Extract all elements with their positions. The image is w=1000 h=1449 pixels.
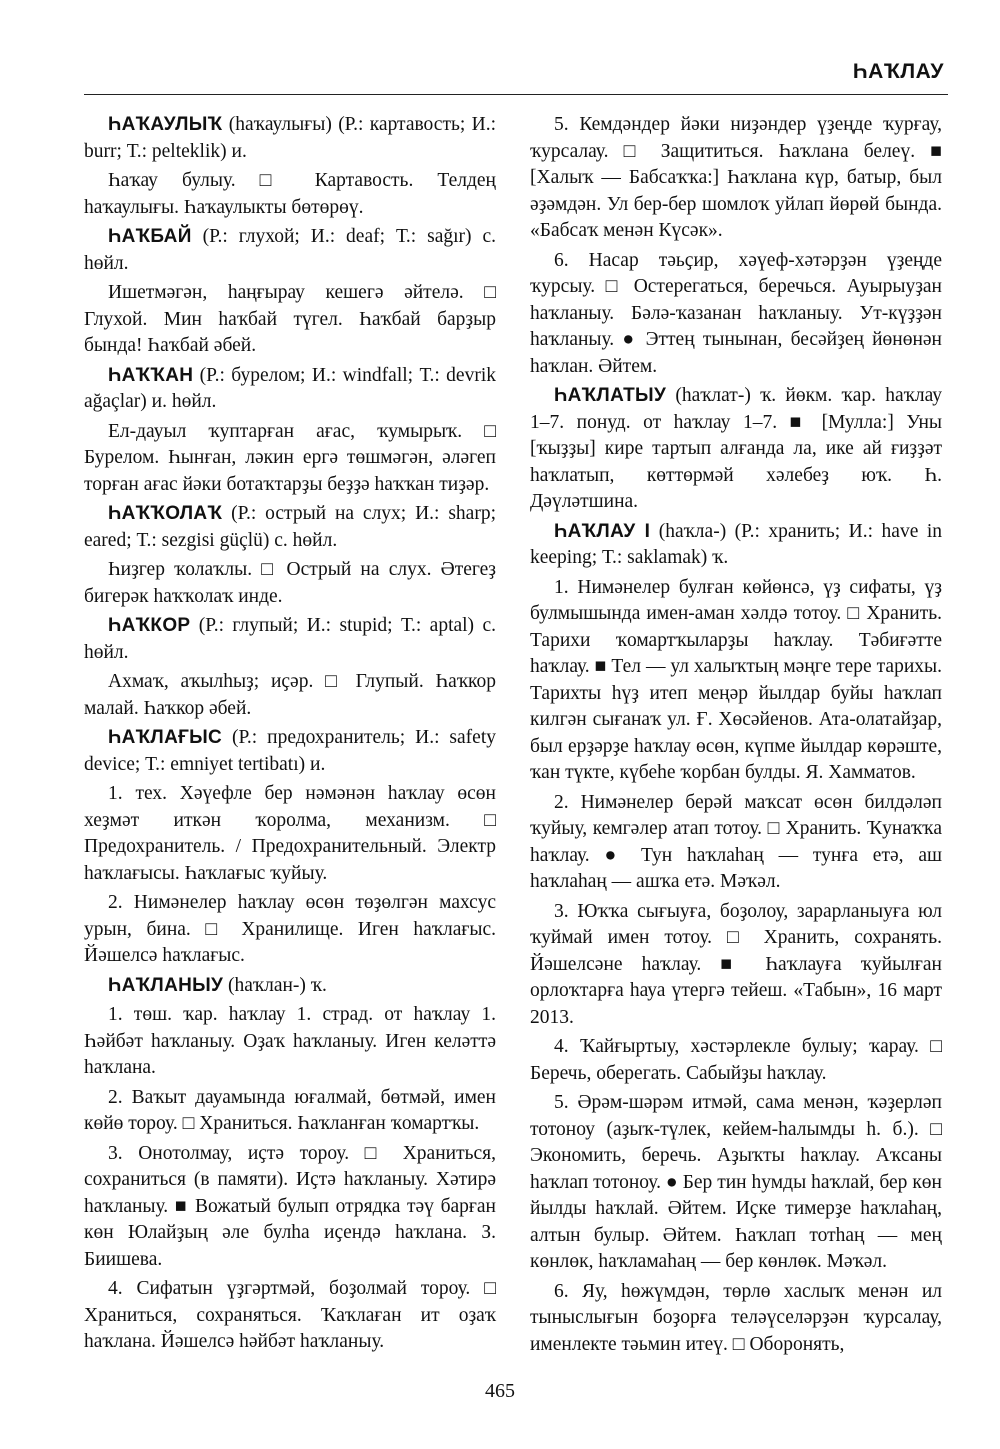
dictionary-entry: [84, 112, 496, 165]
entry-sense: [530, 899, 942, 1032]
entry-text: 4. Ҡайғыртыу, хәстәрлекле булыу; ҡарау. □ Беречь, оберегать. Сабыйҙы һаҡлау.: [530, 1036, 942, 1084]
entry-text: 4. Сифатын үҙгәртмәй, боҙолмай тороу. □ Храниться, сохраняться. Ҡаҡлаған ит оҙаҡ һаҡлана. Йәшелсә һәйбәт һаҡланыу.: [84, 1278, 496, 1352]
entry-sense: [84, 557, 496, 610]
dictionary-entry: [530, 383, 942, 516]
entry-text: (Р.: предохранитель; И.: safety device; Т.: emniyet tertibatı) и.: [84, 727, 496, 775]
entry-text: 6. Насар тәьҫир, хәүеф-хәтәрҙән үҙеңде ҡурсыу. □ Остерегаться, беречься. Ауырыуҙан һаҡланыу. Бәлә-ҡазанан һаҡланыу. Ут-күҙҙән һаҡланыу. ● Эттең тынынан, бесәйҙең йөнөнән һаҡлан. Әйтем.: [530, 249, 942, 377]
entry-sense: [84, 280, 496, 360]
entry-text: 2. Нимәнелер һаҡлау өсөн төҙөлгән махсус урын, бина. □ Хранилище. Иген һаҡлағыс. Йәшелсә һаҡлағыс.: [84, 892, 496, 966]
entry-text: 1. Нимәнелер булған көйөнсә, үҙ сифаты, үҙ булмышында имен-аман хәлдә тотоу. □ Хранить. Тарихи ҡомартҡыларҙы һаҡлау. Тәбиғәтте һаҡлау. ■ Тел — ул халыҡтың мәңге тере тарихы. Тарихты һүҙ итеп меңәр йылдар буйы һаҡлап килгән сығанаҡ ул. Ғ. Хөсәйенов. Ата-олатайҙар, был ерҙәрҙе һаҡлау өсөн, күпме йылдар көрәште, ҡан түкте, күбеһе ҡорбан булды. Я. Хамматов.: [530, 576, 942, 783]
entry-text: 5. Кемдәндер йәки ниҙәндер үҙеңде ҡурғау, ҡурсалау. □ Защититься. Һаҡлана белеү. ■ [Халыҡ — Бабсаҡҡа:] Һаҡлана күр, батыр, был әҙәмдән. Ул бер-бер шомлоҡ уйлап йөрөй бында. «Бабсаҡ менән Күсәк».: [530, 114, 942, 241]
entry-text: 3. Онотолмау, иҫтә тороу. □ Храниться, сохраниться (в памяти). Иҫтә һаҡланыу. Хәтирә һаҡланыу. ■ Вожатый булып отрядка тәү барған көн Юлайҙың әле булһа иҫендә һаҡлана. З. Биишева.: [84, 1142, 496, 1270]
entry-sense: [84, 781, 496, 887]
headword: ҺАҠЛАНЫУ: [108, 974, 224, 996]
entry-sense: [84, 890, 496, 970]
headword: ҺАҠЛАТЫУ: [554, 385, 667, 406]
entry-text: Ишетмәгән, һаңғырау кешегә әйтелә. □ Глухой. Мин һаҡбай түгел. Һаҡбай барҙыр бында! Һаҡбай әбей.: [84, 282, 496, 356]
entry-sense: [84, 669, 496, 722]
entry-sense: [530, 1279, 942, 1359]
dictionary-entry: [84, 973, 496, 1000]
entry-sense: [530, 1034, 942, 1087]
entry-sense: [530, 248, 942, 381]
entry-text: 6. Яу, һөжүмдән, төрлө хаслыҡ менән ил тыныслығын боҙорға теләүселәрҙән ҡурсалау, именлекте тәьмин итеү. □ Оборонять,: [530, 1280, 942, 1355]
entry-text: (Р.: глухой; И.: deaf; Т.: sağır) с. һөйл.: [84, 226, 496, 274]
entry-text: (һаҡлат-) ҡ. йөкм. ҡар. һаҡлау 1–7. понуд. от һаҡлау 1–7. ■ [Мулла:] Уны [ҡыҙҙы] кире тартып алғанда ла, ике ай ғиҙҙәт һаҡлатып, көттөрмәй хәлебеҙ юҡ. Һ. Дәүләтшина.: [530, 385, 942, 512]
right-column: [530, 112, 942, 1361]
entry-sense: [84, 168, 496, 221]
entry-text: (Р.: глупый; И.: stupid; Т.: aptal) с. һөйл.: [84, 615, 496, 663]
entry-text: (һаҡлан-) ҡ.: [223, 974, 327, 996]
entry-sense: [84, 419, 496, 499]
dictionary-entry: [530, 519, 942, 572]
entry-text: Ахмаҡ, аҡылһыҙ; иҫәр. □ Глупый. Һаҡкор малай. Һаҡкор әбей.: [84, 671, 496, 719]
headword: ҺАҠЛАҒЫС: [108, 727, 223, 748]
entry-sense: [530, 575, 942, 787]
entry-text: Һаҡау булыу. □ Картавость. Телдең һаҡаулығы. Һаҡаулыкты бөтөрөү.: [84, 170, 496, 218]
entry-sense: [530, 112, 942, 245]
entry-text: (һаҡаулығы) (Р.: картавость; И.: burr; Т.: pelteklik) и.: [84, 114, 496, 162]
dictionary-entry: [84, 224, 496, 277]
headword: ҺАҠБАЙ: [108, 226, 192, 247]
entry-text: 5. Әрәм-шәрәм итмәй, сама менән, ҡәҙерләп тотоноу (аҙыҡ-түлек, кейем-һалымды һ. б.). □ Экономить, беречь. Аҙыҡты һаҡлау. Аҡсаны һаҡлап тотоноу. ● Бер тин һумды һаҡлай, бер көн йылды һаҡлай. Әйтем. Иҫке тимерҙе һаҡлаһаң, алтын булыр. Әйтем. Һаҡлап тотһаң — мең көнлөк, һаҡламаһаң — бер көнлөк. Мәҡәл.: [530, 1092, 942, 1272]
entry-text: 1. тех. Хәүефле бер нәмәнән һаҡлау өсөн хеҙмәт иткән ҡоролма, механизм. □ Предохранитель. / Предохранительный. Электр һаҡлағысы. Һаҡлағыс ҡуйыу.: [84, 783, 496, 884]
entry-text: Һиҙгер ҡолаҡлы. □ Острый на слух. Әтегеҙ бигерәк һаҡҡолаҡ инде.: [84, 559, 496, 607]
running-head: ҺАҠЛАУ: [852, 60, 944, 83]
entry-text: (һаҡла-) (Р.: хранить; И.: have in keeping; Т.: saklamak) ҡ.: [530, 520, 942, 568]
entry-text: 2. Нимәнелер берәй маҡсат өсөн билдәләп ҡуйыу, кемгәлер атап тотоу. □ Хранить. Ҡунаҡҡа һаҡлау. ● Тун һаҡлаһаң — тунға етә, аш һаҡлаһаң — ашҡа етә. Мәҡәл.: [530, 791, 942, 892]
dictionary-entry: [84, 501, 496, 554]
entry-sense: [530, 1090, 942, 1276]
entry-text: (Р.: острый на слух; И.: sharp; eared; Т.: sezgisi güçlü) с. һөйл.: [84, 503, 496, 551]
headword: ҺАҠКОР: [108, 615, 191, 636]
entry-text: 2. Ваҡыт дауамында юғалмай, бөтмәй, имен көйө тороу. □ Храниться. Һаҡланған ҡомартҡы.: [84, 1086, 496, 1134]
entry-sense: [84, 1085, 496, 1138]
headword: ҺАҠАУЛЫҠ: [108, 114, 223, 135]
entry-sense: [84, 1276, 496, 1356]
header-rule: [84, 94, 948, 95]
dictionary-entry: [84, 613, 496, 666]
entry-text: (Р.: бурелом; И.: windfall; Т.: devrik ağaçlar) и. һөйл.: [84, 364, 496, 412]
entry-text: 1. төш. ҡар. һаҡлау 1. страд. от һаҡлау 1. Һәйбәт һаҡланыу. Оҙаҡ һаҡланыу. Иген келәттә һаҡлана.: [84, 1004, 496, 1078]
dictionary-entry: [84, 363, 496, 416]
entry-text: 3. Юҡҡа сығыуға, боҙолоу, зарарланыуға юл ҡуймай имен тотоу. □ Хранить, сохранять. Йәшелсәне һаҡлау. ■ Һаҡлауға ҡуйылған орлоҡтарға һауа үтергә тейеш. «Табын», 16 март 2013.: [530, 900, 942, 1028]
headword: ҺАҠЛАУ I: [554, 520, 651, 542]
entry-sense: [530, 790, 942, 896]
dictionary-entry: [84, 725, 496, 778]
headword: ҺАҠҠОЛАҠ: [108, 503, 223, 524]
entry-text: Ел-дауыл ҡуптарған ағас, ҡумырыҡ. □ Бурелом. Һынған, ләкин ергә төшмәгән, әләгеп торған ағас йәки ботаҡтарҙы беҙҙә һаҡҡан тиҙәр.: [84, 420, 496, 495]
entry-sense: [84, 1141, 496, 1274]
headword: ҺАҠҠАН: [108, 364, 194, 386]
page-number: 465: [485, 1380, 515, 1402]
entry-sense: [84, 1002, 496, 1082]
left-column: [84, 112, 496, 1359]
